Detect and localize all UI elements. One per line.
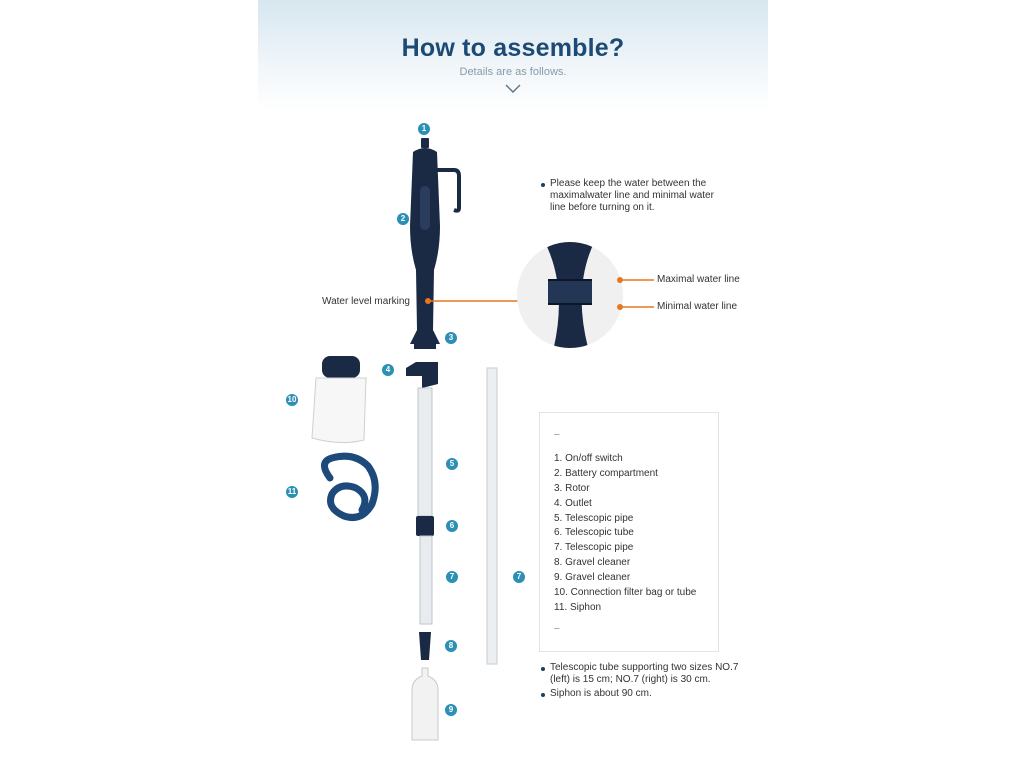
page-title: How to assemble? (401, 34, 625, 62)
water-note: Please keep the water between the maximalwater line and minimal water line before turning on it. (550, 178, 714, 213)
minimal-line-label: Minimal water line (657, 301, 738, 312)
callout-9: 9 (445, 704, 457, 716)
device-illustration (258, 0, 768, 768)
water-level-marking-label: Water level marking (322, 296, 410, 307)
switch-part (421, 138, 429, 148)
list-item: 10. Connection filter bag or tube (554, 587, 697, 598)
telescopic-pipe-7-left (420, 536, 432, 624)
telescopic-pipe-7-right (487, 368, 497, 664)
list-item: 5. Telescopic pipe (554, 513, 634, 524)
gravel-cleaner-8 (419, 632, 431, 660)
callout-1: 1 (418, 123, 430, 135)
telescopic-tube-6 (416, 516, 434, 536)
maximal-line-label: Maximal water line (657, 274, 740, 285)
siphon-hose-11 (324, 456, 375, 517)
callout-2: 2 (397, 213, 409, 225)
callout-5: 5 (446, 458, 458, 470)
note-bullet (541, 693, 545, 697)
list-separator-bottom: – (554, 623, 560, 634)
list-item: 3. Rotor (554, 483, 590, 494)
list-item: 6. Telescopic tube (554, 527, 634, 538)
callout-10: 10 (287, 395, 297, 404)
list-item: 4. Outlet (554, 498, 592, 509)
note-bullet (541, 183, 545, 187)
callout-3: 3 (445, 332, 457, 344)
parts-list (539, 412, 719, 652)
outlet-part (406, 362, 438, 388)
siphon-length-note: Siphon is about 90 cm. (550, 688, 652, 699)
callout-7-left: 7 (446, 571, 458, 583)
list-item: 7. Telescopic pipe (554, 542, 634, 553)
list-item: 2. Battery compartment (554, 468, 658, 479)
tube-size-note: Telescopic tube supporting two sizes NO.7 (left) is 15 cm; NO.7 (right) is 30 cm. (550, 662, 739, 685)
filter-bag-cap (322, 356, 360, 378)
battery-compartment (420, 186, 430, 230)
callout-8: 8 (445, 640, 457, 652)
page-subtitle: Details are as follows. (459, 66, 567, 78)
assembly-diagram (258, 0, 768, 768)
callout-6: 6 (446, 520, 458, 532)
list-item: 8. Gravel cleaner (554, 557, 631, 568)
gravel-cleaner-9 (412, 668, 438, 740)
list-item: 11. Siphon (554, 602, 602, 613)
list-separator-top: – (554, 429, 560, 440)
callout-4: 4 (382, 364, 394, 376)
filter-bag-10 (312, 378, 366, 443)
list-item: 9. Gravel cleaner (554, 572, 631, 583)
callout-7-right: 7 (513, 571, 525, 583)
callout-11: 11 (287, 487, 297, 496)
list-item: 1. On/off switch (554, 453, 623, 464)
telescopic-pipe-5 (418, 388, 432, 516)
note-bullet (541, 667, 545, 671)
pump-body (410, 148, 440, 330)
rotor-part (410, 330, 440, 344)
